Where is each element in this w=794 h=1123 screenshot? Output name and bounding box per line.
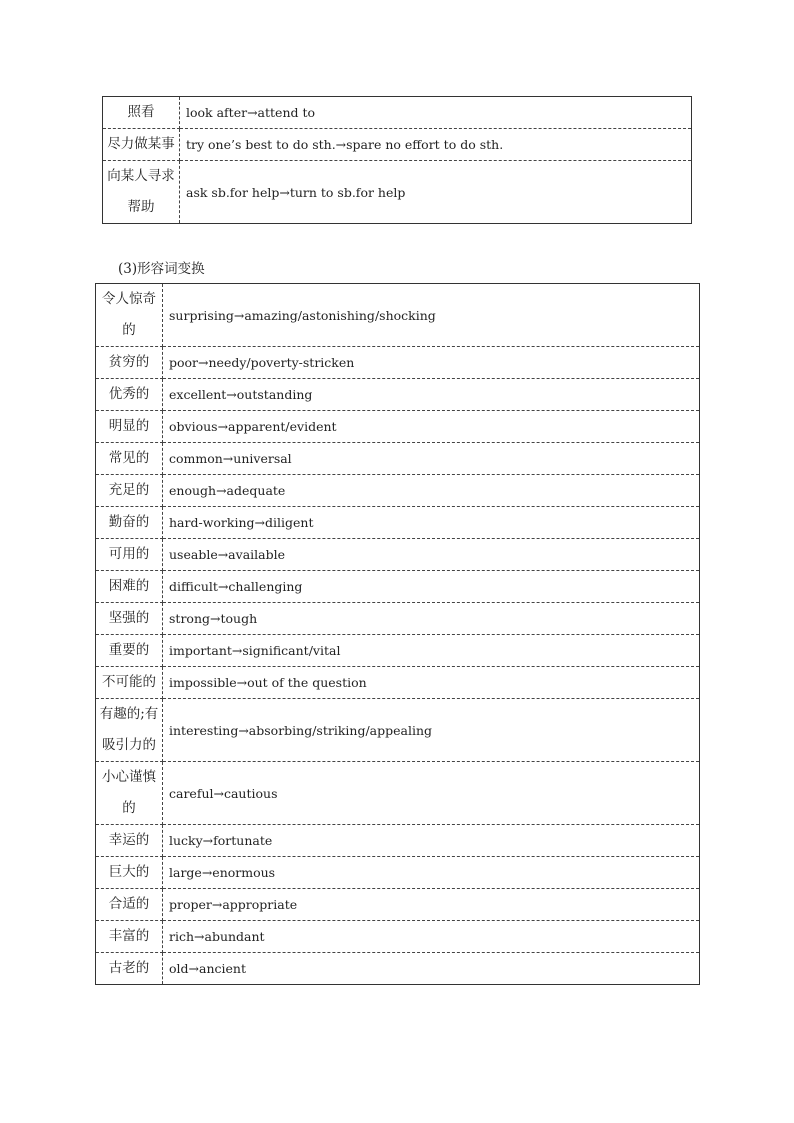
chinese-term: 勤奋的: [96, 507, 163, 539]
chinese-term: 幸运的: [96, 825, 163, 857]
chinese-term: 贫穷的: [96, 347, 163, 379]
english-substitution: obvious→apparent/evident: [163, 411, 700, 443]
english-substitution: large→enormous: [163, 857, 700, 889]
chinese-term: 优秀的: [96, 379, 163, 411]
chinese-term: 古老的: [96, 953, 163, 985]
table-row: [96, 635, 700, 667]
table-row: [96, 762, 700, 825]
chinese-term: 丰富的: [96, 921, 163, 953]
table-row: [96, 347, 700, 379]
chinese-term: 常见的: [96, 443, 163, 475]
chinese-term: 照看: [103, 97, 180, 129]
english-substitution: excellent→outstanding: [163, 379, 700, 411]
chinese-term: 向某人寻求帮助: [103, 161, 180, 224]
english-substitution: hard-working→diligent: [163, 507, 700, 539]
english-substitution: proper→appropriate: [163, 889, 700, 921]
english-substitution: common→universal: [163, 443, 700, 475]
table-row: [96, 284, 700, 347]
table-row: [103, 97, 692, 129]
chinese-term: 尽力做某事: [103, 129, 180, 161]
chinese-term: 不可能的: [96, 667, 163, 699]
chinese-term: 有趣的;有吸引力的: [96, 699, 163, 762]
table-row: [96, 889, 700, 921]
english-substitution: enough→adequate: [163, 475, 700, 507]
table-row: [96, 411, 700, 443]
table-row: [96, 921, 700, 953]
table-row: [96, 603, 700, 635]
table-row: [96, 539, 700, 571]
english-substitution: poor→needy/poverty-stricken: [163, 347, 700, 379]
table-row: [96, 825, 700, 857]
chinese-term: 巨大的: [96, 857, 163, 889]
phrase-substitution-table: [102, 96, 692, 224]
adjective-substitution-table: [95, 283, 700, 985]
english-substitution: useable→available: [163, 539, 700, 571]
english-substitution: impossible→out of the question: [163, 667, 700, 699]
table-row: [96, 443, 700, 475]
english-substitution: look after→attend to: [180, 97, 692, 129]
section-heading: (3)形容词变换: [118, 261, 205, 277]
chinese-term: 小心谨慎的: [96, 762, 163, 825]
table-row: [96, 379, 700, 411]
english-substitution: careful→cautious: [163, 762, 700, 825]
chinese-term: 合适的: [96, 889, 163, 921]
chinese-term: 充足的: [96, 475, 163, 507]
table-row: [96, 699, 700, 762]
english-substitution: important→significant/vital: [163, 635, 700, 667]
table-row: [96, 507, 700, 539]
chinese-term: 可用的: [96, 539, 163, 571]
english-substitution: try one’s best to do sth.→spare no effort to do sth.: [180, 129, 692, 161]
table-row: [96, 475, 700, 507]
english-substitution: surprising→amazing/astonishing/shocking: [163, 284, 700, 347]
english-substitution: lucky→fortunate: [163, 825, 700, 857]
table-row: [96, 667, 700, 699]
table-row: [103, 161, 692, 224]
chinese-term: 困难的: [96, 571, 163, 603]
table-row: [96, 857, 700, 889]
english-substitution: old→ancient: [169, 961, 246, 976]
english-substitution: strong→tough: [163, 603, 700, 635]
table-row: [96, 953, 700, 985]
chinese-term: 坚强的: [96, 603, 163, 635]
chinese-term: 明显的: [96, 411, 163, 443]
chinese-term: 重要的: [96, 635, 163, 667]
table-row: [96, 571, 700, 603]
table-row: [103, 129, 692, 161]
english-substitution: ask sb.for help→turn to sb.for help: [186, 184, 406, 200]
english-substitution: interesting→absorbing/striking/appealing: [163, 699, 700, 762]
english-substitution: difficult→challenging: [163, 571, 700, 603]
chinese-term: 令人惊奇的: [96, 284, 163, 347]
english-substitution: rich→abundant: [163, 921, 700, 953]
